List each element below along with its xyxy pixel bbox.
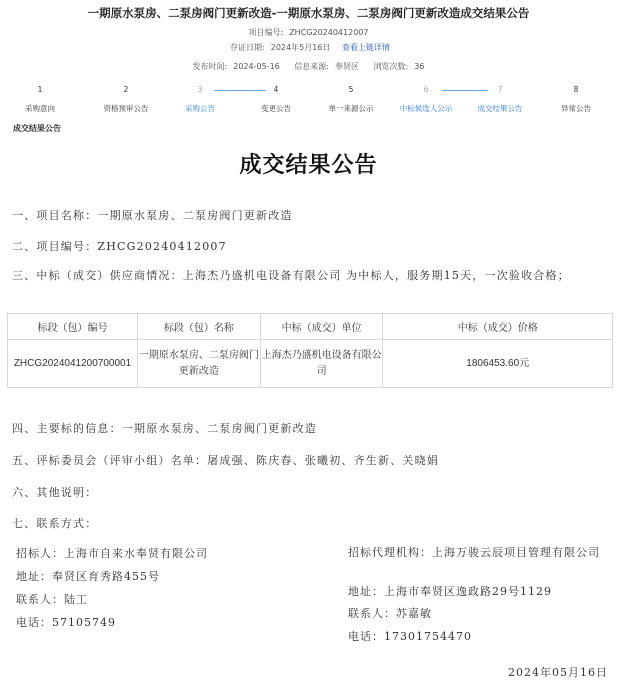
- views-count: 36: [414, 62, 425, 71]
- step-number: 4: [273, 85, 279, 94]
- column-header: 中标（成交）价格: [383, 314, 613, 340]
- record-date-row: [0, 42, 617, 53]
- view-chain-details-link[interactable]: 查看上链详情: [341, 43, 390, 52]
- step-label: 中标候选人公示: [399, 104, 453, 113]
- project-number: ZHCG20240412007: [289, 28, 369, 37]
- step-number: 2: [123, 85, 129, 94]
- step-label: 变更公告: [261, 104, 291, 113]
- item-supplier: 三、中标（成交）供应商情况：上海杰乃盛机电设备有限公司 为中标人，服务期15天，一次验收合格；: [12, 269, 570, 282]
- step-label: 单一来源公示: [328, 104, 374, 113]
- lot-name-cell: 一期原水泵房、二泵房阀门更新改造: [137, 340, 260, 388]
- tenderer-address: 地址：奉贤区育秀路455号: [16, 570, 160, 583]
- source: 奉贤区: [335, 62, 359, 71]
- project-number-row: [0, 27, 617, 38]
- item-project-number: 二、项目编号：ZHCG20240412007: [12, 240, 227, 253]
- tenderer-name: 招标人：上海市自来水奉贤有限公司: [16, 547, 208, 560]
- agency-contact-person: 联系人：苏嘉敏: [348, 607, 432, 620]
- step-label: 采购意向: [25, 104, 55, 113]
- agency-address: 地址：上海市奉贤区逸政路29号1129: [348, 585, 552, 598]
- publish-time: 2024-05-16: [233, 62, 280, 71]
- process-steps: [0, 85, 617, 115]
- record-date-label: 存证日期:: [230, 43, 265, 52]
- views-label: 浏览次数:: [373, 62, 409, 71]
- tenderer-contact-person: 联系人：陆工: [16, 593, 88, 606]
- lot-number-cell: ZHCG2024041200700001: [8, 340, 138, 388]
- step-label: 异常公告: [561, 104, 591, 113]
- column-header: 标段（包）名称: [137, 314, 260, 340]
- footer-date: 2024年05月16日: [508, 666, 608, 679]
- item-other: 六、其他说明：: [12, 486, 98, 499]
- item-committee: 五、评标委员会（评审小组）名单：屠成强、陈庆春、张曦初、齐生新、关晓娟: [12, 454, 439, 467]
- item-subject: 四、主要标的信息：一期原水泵房、二泵房阀门更新改造: [12, 422, 317, 435]
- column-header: 标段（包）编号: [8, 314, 138, 340]
- item-project-name: 一、项目名称：一期原水泵房、二泵房阀门更新改造: [12, 209, 293, 222]
- publish-info-row: [0, 61, 617, 72]
- step-number: 3: [197, 85, 203, 94]
- tenderer-phone: 电话：57105749: [16, 616, 116, 629]
- step-number: 1: [37, 85, 43, 94]
- table-header-row: [8, 314, 613, 340]
- table-row: [8, 340, 613, 388]
- source-label: 信息来源:: [294, 62, 329, 71]
- section-tag: 成交结果公告: [13, 124, 61, 133]
- price-cell: 1806453.60元: [383, 340, 613, 388]
- publish-time-label: 发布时间:: [192, 62, 228, 71]
- record-date: 2024年5月16日: [270, 43, 331, 52]
- result-table: [7, 313, 613, 388]
- step-label: 采购公告: [185, 104, 215, 113]
- step-number: 8: [573, 85, 579, 94]
- item-contact: 七、联系方式：: [12, 517, 98, 530]
- step-number: 5: [348, 85, 354, 94]
- agency-phone: 电话：17301754470: [348, 630, 472, 643]
- agency-name: 招标代理机构：上海万骏云辰项目管理有限公司: [348, 546, 600, 559]
- column-header: 中标（成交）单位: [260, 314, 383, 340]
- step-number: 6: [423, 85, 429, 94]
- document-heading: 成交结果公告: [239, 153, 378, 178]
- step-1[interactable]: [0, 85, 85, 114]
- project-number-label: 项目编号:: [248, 28, 284, 37]
- page-title: 一期原水泵房、二泵房阀门更新改造-一期原水泵房、二泵房阀门更新改造成交结果公告: [87, 6, 530, 20]
- step-label: 资格预审公告: [103, 104, 149, 113]
- step-number: 7: [497, 85, 503, 94]
- step-8[interactable]: [531, 85, 617, 114]
- winner-cell: 上海杰乃盛机电设备有限公司: [260, 340, 383, 388]
- step-label: 成交结果公告: [477, 104, 523, 113]
